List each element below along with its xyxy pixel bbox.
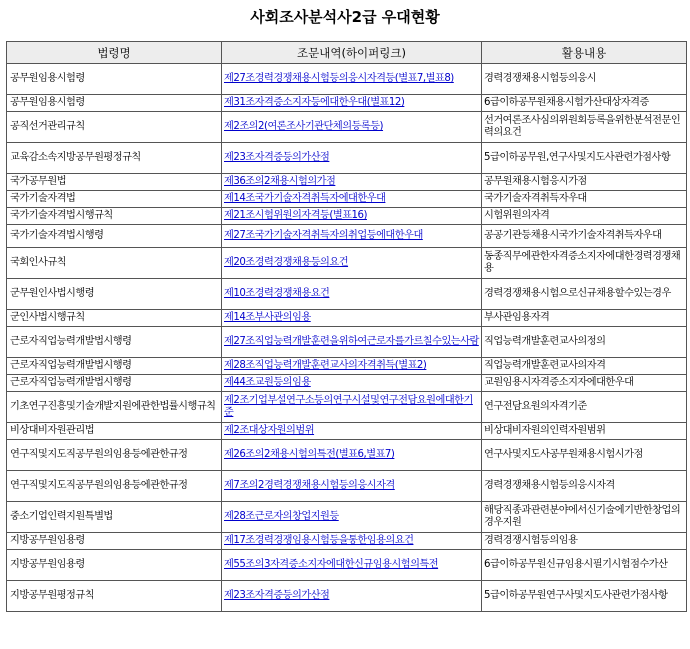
- law-name-cell: 국가기술자격법시행규칙: [7, 208, 222, 225]
- usage-cell: 6급이하공무원채용시험가산대상자격증: [482, 95, 687, 112]
- table-row: [7, 310, 687, 327]
- table-row: [7, 581, 687, 612]
- page-title: 사회조사분석사2급 우대현황: [250, 8, 440, 26]
- article-cell: [222, 327, 482, 358]
- article-link[interactable]: 제28조근로자의창업지원등: [224, 511, 339, 522]
- usage-cell: 국가기술자격취득자우대: [482, 191, 687, 208]
- article-cell: [222, 143, 482, 174]
- usage-cell: 직업능력개발훈련교사의정의: [482, 327, 687, 358]
- article-link[interactable]: 제26조의2채용시험의특전(별표6,별표7): [224, 449, 395, 460]
- table-row: [7, 440, 687, 471]
- article-link[interactable]: 제7조의2경력경쟁채용시험등의응시자격: [224, 480, 395, 491]
- article-cell: [222, 423, 482, 440]
- usage-cell: 동종직무에관한자격증소지자에대한경력경쟁채용: [482, 248, 687, 279]
- article-link[interactable]: 제27조국가기술자격취득자의취업등에대한우대: [224, 230, 423, 241]
- article-link[interactable]: 제27조경력경쟁채용시험등의응시자격등(별표7,별표8): [224, 73, 454, 84]
- article-cell: [222, 533, 482, 550]
- usage-cell: 경력경쟁채용시험등의응시: [482, 64, 687, 95]
- article-link[interactable]: 제2조의2(여론조사기관단체의등록등): [224, 121, 384, 132]
- usage-cell: 경력경쟁채용시험등의응시자격: [482, 471, 687, 502]
- table-row: [7, 423, 687, 440]
- article-cell: [222, 248, 482, 279]
- law-name-cell: 중소기업인력지원특별법: [7, 502, 222, 533]
- usage-cell: 비상대비자원의인력자원범위: [482, 423, 687, 440]
- law-name-cell: 근로자직업능력개발법시행령: [7, 375, 222, 392]
- article-link[interactable]: 제10조경력경쟁채용요건: [224, 288, 330, 299]
- article-link[interactable]: 제23조자격증등의가산점: [224, 152, 330, 163]
- article-cell: [222, 581, 482, 612]
- header-law-name: 법령명: [7, 42, 222, 64]
- article-cell: [222, 208, 482, 225]
- law-name-cell: 군인사법시행규칙: [7, 310, 222, 327]
- usage-cell: 5급이하공무원,연구사및지도사관련가점사항: [482, 143, 687, 174]
- usage-cell: 연구사및지도사공무원채용시험시가점: [482, 440, 687, 471]
- table-row: [7, 375, 687, 392]
- table-row: [7, 174, 687, 191]
- law-name-cell: 국가기술자격법: [7, 191, 222, 208]
- article-cell: [222, 64, 482, 95]
- usage-cell: 시험위원의자격: [482, 208, 687, 225]
- law-name-cell: 공직선거관리규칙: [7, 112, 222, 143]
- table-row: [7, 191, 687, 208]
- table-header-row: [7, 42, 687, 64]
- article-link[interactable]: 제2조기업부설연구소등의연구시설및연구전담요원에대한기준: [224, 395, 473, 418]
- usage-cell: 공공기관등채용시국가기술자격취득자우대: [482, 225, 687, 248]
- article-link[interactable]: 제55조의3자격증소지자에대한신규임용시험의특전: [224, 559, 439, 570]
- article-link[interactable]: 제44조교원등의임용: [224, 377, 311, 388]
- preference-table: [6, 41, 687, 612]
- article-link[interactable]: 제23조자격증등의가산점: [224, 590, 330, 601]
- law-name-cell: 비상대비자원관리법: [7, 423, 222, 440]
- usage-cell: 5급이하공무원연구사및지도사관련가점사항: [482, 581, 687, 612]
- article-link[interactable]: 제31조자격증소지자등에대한우대(별표12): [224, 97, 405, 108]
- header-article: 조문내역(하이퍼링크): [222, 42, 482, 64]
- article-link[interactable]: 제27조직업능력개발훈련을위하여근로자를가르칠수있는사람: [224, 336, 479, 347]
- law-name-cell: 군무원인사법시행령: [7, 279, 222, 310]
- law-name-cell: 지방공무원임용령: [7, 550, 222, 581]
- article-link[interactable]: 제20조경력경쟁채용등의요건: [224, 257, 349, 268]
- law-name-cell: 국가공무원법: [7, 174, 222, 191]
- law-name-cell: 연구직및지도직공무원의임용등에관한규정: [7, 440, 222, 471]
- table-row: [7, 550, 687, 581]
- table-row: [7, 279, 687, 310]
- table-row: [7, 502, 687, 533]
- table-row: [7, 248, 687, 279]
- usage-cell: 교원임용시자격증소지자에대한우대: [482, 375, 687, 392]
- usage-cell: 연구전담요원의자격기준: [482, 392, 687, 423]
- usage-cell: 선거여론조사심의위원회등록을위한분석전문인력의요건: [482, 112, 687, 143]
- usage-cell: 부사관임용자격: [482, 310, 687, 327]
- article-cell: [222, 440, 482, 471]
- article-link[interactable]: 제2조대상자원의범위: [224, 425, 315, 436]
- law-name-cell: 공무원임용시험령: [7, 95, 222, 112]
- article-cell: [222, 310, 482, 327]
- law-name-cell: 교육감소속지방공무원평정규칙: [7, 143, 222, 174]
- usage-cell: 해당직종과관련분야에서신기술에기반한창업의경우지원: [482, 502, 687, 533]
- article-link[interactable]: 제14조부사관의임용: [224, 312, 311, 323]
- article-cell: [222, 279, 482, 310]
- article-link[interactable]: 제21조시험위원의자격등(별표16): [224, 210, 367, 221]
- article-cell: [222, 392, 482, 423]
- usage-cell: 6급이하공무원신규임용시필기시험점수가산: [482, 550, 687, 581]
- table-body: [7, 64, 687, 612]
- law-name-cell: 국회인사규칙: [7, 248, 222, 279]
- table-row: [7, 208, 687, 225]
- law-name-cell: 근로자직업능력개발법시행령: [7, 358, 222, 375]
- article-cell: [222, 191, 482, 208]
- table-row: [7, 143, 687, 174]
- table-row: [7, 225, 687, 248]
- table-row: [7, 358, 687, 375]
- law-name-cell: 국가기술자격법시행령: [7, 225, 222, 248]
- table-row: [7, 95, 687, 112]
- usage-cell: 경력경쟁채용시험으로신규채용할수있는경우: [482, 279, 687, 310]
- usage-cell: 공무원채용시험응시가점: [482, 174, 687, 191]
- law-name-cell: 기초연구진흥및기술개발지원에관한법률시행규칙: [7, 392, 222, 423]
- article-link[interactable]: 제14조국가기술자격취득자에대한우대: [224, 193, 386, 204]
- article-cell: [222, 502, 482, 533]
- article-cell: [222, 358, 482, 375]
- table-row: [7, 533, 687, 550]
- table-row: [7, 327, 687, 358]
- law-name-cell: 지방공무원임용령: [7, 533, 222, 550]
- article-cell: [222, 174, 482, 191]
- article-cell: [222, 112, 482, 143]
- article-cell: [222, 471, 482, 502]
- law-name-cell: 지방공무원평정규칙: [7, 581, 222, 612]
- article-cell: [222, 550, 482, 581]
- article-cell: [222, 225, 482, 248]
- article-cell: [222, 375, 482, 392]
- law-name-cell: 연구직및지도직공무원의임용등에관한규정: [7, 471, 222, 502]
- article-link[interactable]: 제17조경력경쟁임용시험등을통한임용의요건: [224, 535, 414, 546]
- article-cell: [222, 95, 482, 112]
- law-name-cell: 공무원임용시험령: [7, 64, 222, 95]
- table-row: [7, 471, 687, 502]
- table-row: [7, 112, 687, 143]
- article-link[interactable]: 제36조의2채용시험의가점: [224, 176, 336, 187]
- usage-cell: 직업능력개발훈련교사의자격: [482, 358, 687, 375]
- header-usage: 활용내용: [482, 42, 687, 64]
- table-row: [7, 64, 687, 95]
- usage-cell: 경력경쟁시험등의임용: [482, 533, 687, 550]
- table-row: [7, 392, 687, 423]
- article-link[interactable]: 제28조직업능력개발훈련교사의자격취득(별표2): [224, 360, 427, 371]
- law-name-cell: 근로자직업능력개발법시행령: [7, 327, 222, 358]
